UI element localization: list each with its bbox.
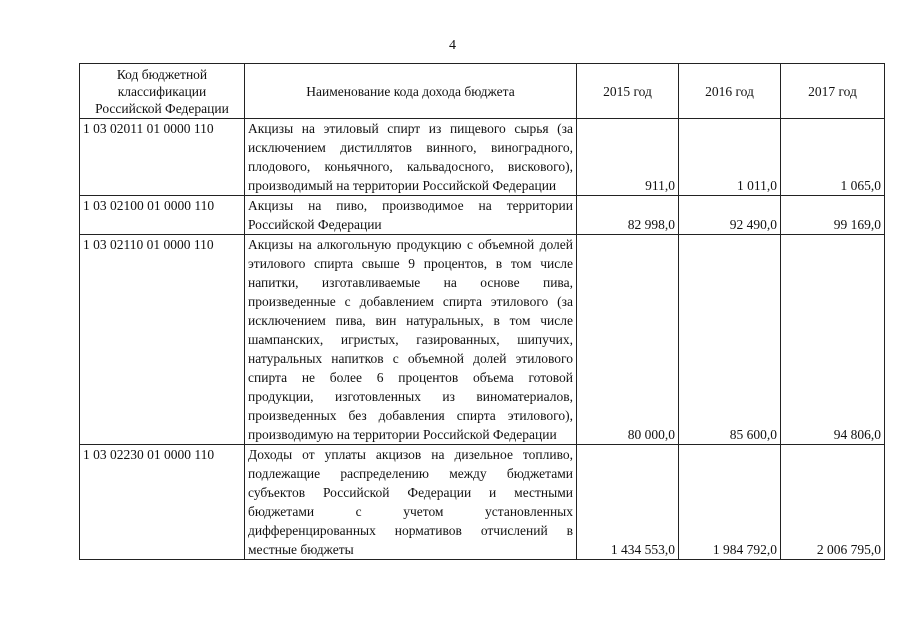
header-2015: 2015 год [577, 64, 679, 119]
table-header-row [80, 64, 885, 119]
row-name: Акцизы на этиловый спирт из пищевого сырья (за исключением дистиллятов винного, виноградного, плодового, коньячного, кальвадосного, вискового), производимый на территории Российской Федерации [245, 119, 577, 196]
row-code: 1 03 02011 01 0000 110 [80, 119, 245, 196]
row-value-2015: 911,0 [577, 119, 679, 196]
row-code: 1 03 02230 01 0000 110 [80, 445, 245, 560]
row-value-2015: 1 434 553,0 [577, 445, 679, 560]
row-value-2017: 99 169,0 [781, 196, 885, 235]
row-code: 1 03 02100 01 0000 110 [80, 196, 245, 235]
table-row [80, 445, 885, 560]
row-value-2017: 2 006 795,0 [781, 445, 885, 560]
header-name: Наименование кода дохода бюджета [245, 64, 577, 119]
row-value-2016: 1 984 792,0 [679, 445, 781, 560]
header-2016: 2016 год [679, 64, 781, 119]
header-code: Код бюджетной классификации Российской Федерации [80, 64, 245, 119]
budget-revenue-table [79, 63, 885, 560]
row-value-2017: 1 065,0 [781, 119, 885, 196]
row-value-2016: 1 011,0 [679, 119, 781, 196]
row-value-2017: 94 806,0 [781, 235, 885, 445]
row-value-2015: 82 998,0 [577, 196, 679, 235]
row-code: 1 03 02110 01 0000 110 [80, 235, 245, 445]
table-row [80, 235, 885, 445]
row-value-2016: 92 490,0 [679, 196, 781, 235]
row-name: Доходы от уплаты акцизов на дизельное топливо, подлежащие распределению между бюджетами субъектов Российской Федерации и местными бюджетами с учетом установленных дифференцированных нормативов отчислений в местные бюджеты [245, 445, 577, 560]
row-value-2016: 85 600,0 [679, 235, 781, 445]
page-number: 4 [449, 38, 456, 53]
row-name: Акцизы на пиво, производимое на территории Российской Федерации [245, 196, 577, 235]
header-2017: 2017 год [781, 64, 885, 119]
row-value-2015: 80 000,0 [577, 235, 679, 445]
row-name: Акцизы на алкогольную продукцию с объемной долей этилового спирта свыше 9 процентов, в том числе напитки, изготавливаемые на основе пива, произведенные с добавлением спирта этилового (за исключением пива, вин натуральных, в том числе шампанских, игристых, газированных, шипучих, натуральных напитков с объемной долей этилового спирта не более 6 процентов объема готовой продукции, изготовленных из виноматериалов, произведенных без добавления спирта этилового), производимую на территории Российской Федерации [245, 235, 577, 445]
table-row [80, 119, 885, 196]
table-row [80, 196, 885, 235]
